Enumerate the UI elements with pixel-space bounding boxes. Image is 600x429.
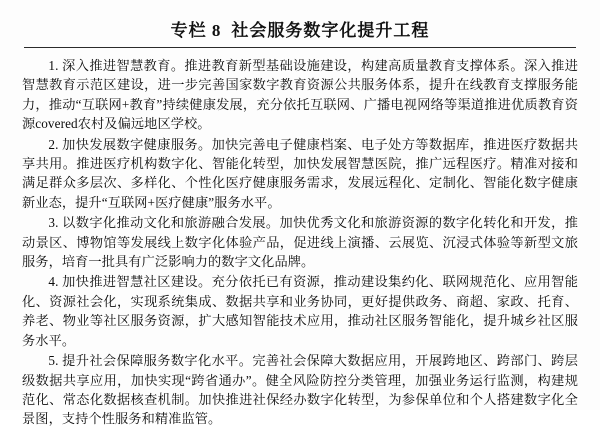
body-text — [18, 56, 582, 429]
page-title — [18, 16, 582, 41]
paragraph: 3. 以数字化推动文化和旅游融合发展。加快优秀文化和旅游资源的数字化转化和开发，推动景区、博物馆等发展线上数字化体验产品，促进线上演播、云展览、沉浸式体验等新型文旅服务，培育一批具有广泛影响力的数字文化品牌。 — [22, 215, 578, 270]
box-title-text: 社会服务数字化提升工程 — [231, 21, 430, 40]
paragraph: 1. 深入推进智慧教育。推进教育新型基础设施建设，构建高质量教育支撑体系。深入推进智慧教育示范区建设，进一步完善国家数字教育资源公共服务体系，提升在线教育支撑服务能力，推动“互联网+教育”持续健康发展，充分依托互联网、广播电视网络等渠道推进优质教育资源covered农村及偏远地区学校。 — [22, 58, 578, 132]
paragraph: 4. 加快推进智慧社区建设。充分依托已有资源，推动建设集约化、联网规范化、应用智能化、资源社会化，实现系统集成、数据共享和业务协同，更好提供政务、商超、家政、托育、养老、物业等社区服务资源，扩大感知智能技术应用，推动社区服务智能化，提升城乡社区服务水平。 — [22, 274, 578, 348]
paragraph: 2. 加快发展数字健康服务。加快完善电子健康档案、电子处方等数据库，推进医疗数据共享共用。推进医疗机构数字化、智能化转型，加快发展智慧医院，推广远程医疗。精准对接和满足群众多层次、多样化、个性化医疗健康服务需求，发展远程化、定制化、智能化数字健康新业态，提升“互联网+医疗健康”服务水平。 — [22, 136, 578, 210]
title-divider — [24, 47, 576, 48]
paragraph: 5. 提升社会保障服务数字化水平。完善社会保障大数据应用，开展跨地区、跨部门、跨层级数据共享应用，加快实现“跨省通办”。健全风险防控分类管理，加强业务运行监测，构建规范化、常态化数据核查机制。加快推进社保经办数字化转型，为参保单位和个人搭建数字化全景图，支持个性服务和精准监管。 — [22, 353, 578, 427]
box-label: 专栏 8 — [170, 21, 222, 40]
